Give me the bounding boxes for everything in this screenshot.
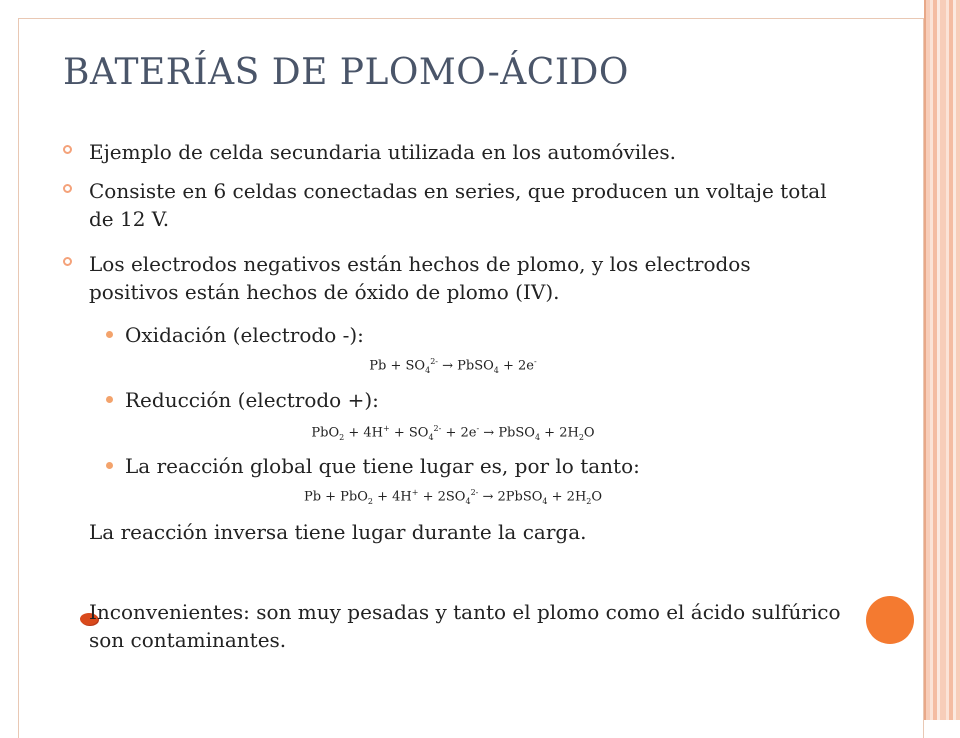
- sub-bullet-dot-icon: [106, 462, 113, 469]
- bullet-text: Consiste en 6 celdas conectadas en series, que producen un voltaje total de 12 V.: [89, 179, 827, 231]
- accent-circle: [866, 596, 914, 644]
- equation-reduction: $PbO_2 + 4H^+ + SO_4^{2-} + 2e^-$ → PbSO$_4$ + $2H_2O$: [311, 424, 595, 442]
- bullet-ring-icon: [63, 257, 72, 266]
- sub-bullet-text: La reacción global que tiene lugar es, por lo tanto:: [125, 454, 640, 478]
- slide-title: BATERÍAS DE PLOMO-ÁCIDO: [63, 52, 629, 93]
- decorative-stripes: [924, 0, 960, 720]
- inverse-reaction-text: La reacción inversa tiene lugar durante la carga.: [89, 520, 587, 544]
- bullet-text: Ejemplo de celda secundaria utilizada en los automóviles.: [89, 140, 676, 164]
- drawbacks-text: Inconvenientes: son muy pesadas y tanto el plomo como el ácido sulfúrico son contaminantes.: [89, 600, 841, 652]
- sub-bullet-text: Oxidación (electrodo -):: [125, 323, 364, 347]
- sub-bullet-dot-icon: [106, 396, 113, 403]
- bullet-text: Los electrodos negativos están hechos de plomo, y los electrodos positivos están hechos de óxido de plomo (IV).: [89, 252, 751, 304]
- bullet-ring-icon: [63, 145, 72, 154]
- equation-oxidation: $Pb + SO_4^{2-}$ → PbSO$_4$ + 2e-: [369, 357, 537, 375]
- sub-bullet-dot-icon: [106, 331, 113, 338]
- bullet-ring-icon: [63, 184, 72, 193]
- equation-overall: $Pb + PbO_2 + 4H^+ + 2SO_4^{2-}$ → 2PbSO$_4$ + $2H_2O$: [303, 488, 603, 506]
- sub-bullet-text: Reducción (electrodo +):: [125, 388, 379, 412]
